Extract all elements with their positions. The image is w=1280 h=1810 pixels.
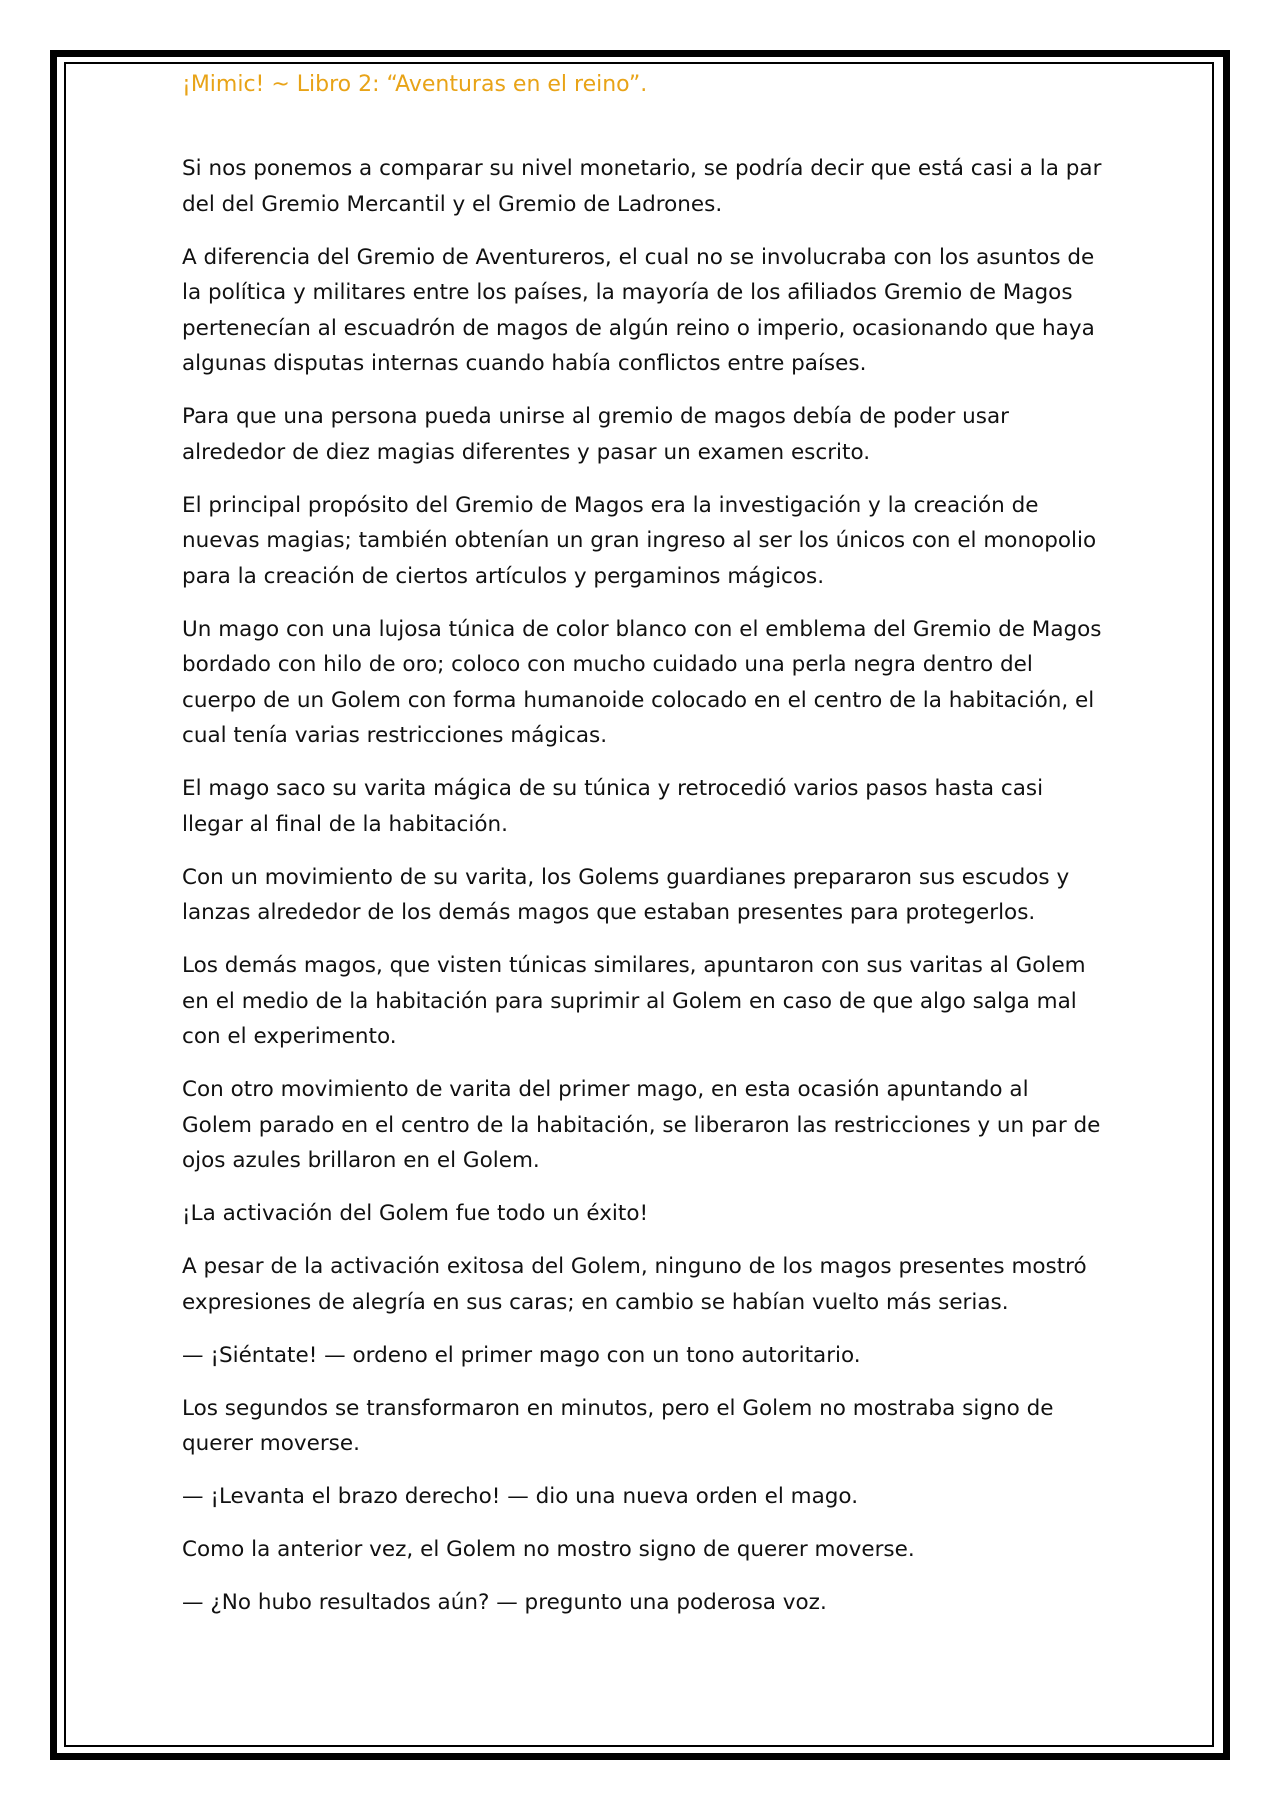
paragraph: ¡La activación del Golem fue todo un éxito! xyxy=(182,1201,649,1226)
paragraph: El principal propósito del Gremio de Magos era la investigación y la creación de nuevas magias; también obtenían un gran ingreso al ser los únicos con el monopolio para la creación de ciertos artículos y pergaminos mágicos. xyxy=(182,492,1097,589)
paragraph: Como la anterior vez, el Golem no mostro signo de querer moverse. xyxy=(182,1537,915,1562)
paragraph: Los segundos se transformaron en minutos, pero el Golem no mostraba signo de querer moverse. xyxy=(182,1395,1054,1456)
dialogue-line: — ¡Levanta el brazo derecho! — dio una nueva orden el mago. xyxy=(182,1484,859,1509)
paragraph: Con otro movimiento de varita del primer mago, en esta ocasión apuntando al Golem parado en el centro de la habitación, se liberaron las restricciones y un par de ojos azules brillaron en el Golem. xyxy=(182,1077,1101,1173)
paragraph: Si nos ponemos a comparar su nivel monetario, se podría decir que está casi a la par del del Gremio Mercantil y el Gremio de Ladrones. xyxy=(182,156,1102,217)
book-header: ¡Mimic! ~ Libro 2: “Aventuras en el reino”. xyxy=(182,72,648,97)
paragraph: Para que una persona pueda unirse al gremio de magos debía de poder usar alrededor de diez magias diferentes y pasar un examen escrito. xyxy=(182,404,1010,465)
paragraph: Un mago con una lujosa túnica de color blanco con el emblema del Gremio de Magos bordado con hilo de oro; coloco con mucho cuidado una perla negra dentro del cuerpo de un Golem con forma humanoide colocado en el centro de la habitación, el cual tenía varias restricciones mágicas. xyxy=(182,616,1102,748)
dialogue-line: — ¿No hubo resultados aún? — pregunto una poderosa voz. xyxy=(182,1590,827,1615)
page-body xyxy=(182,151,1102,1638)
dialogue-line: — ¡Siéntate! — ordeno el primer mago con un tono autoritario. xyxy=(182,1342,861,1368)
paragraph: Con un movimiento de su varita, los Golems guardianes prepararon sus escudos y lanzas alrededor de los demás magos que estaban presentes para protegerlos. xyxy=(182,864,1070,925)
paragraph: Los demás magos, que visten túnicas similares, apuntaron con sus varitas al Golem en el medio de la habitación para suprimir al Golem en caso de que algo salga mal con el experimento. xyxy=(182,953,1086,1049)
paragraph: El mago saco su varita mágica de su túnica y retrocedió varios pasos hasta casi llegar al final de la habitación. xyxy=(182,776,1044,837)
paragraph: A pesar de la activación exitosa del Golem, ninguno de los magos presentes mostró expresiones de alegría en sus caras; en cambio se habían vuelto más serias. xyxy=(182,1254,1087,1315)
paragraph: A diferencia del Gremio de Aventureros, el cual no se involucraba con los asuntos de la política y militares entre los países, la mayoría de los afiliados Gremio de Magos pertenecían al escuadrón de magos de algún reino o imperio, ocasionando que haya algunas disputas internas cuando había conflictos entre países. xyxy=(182,244,1095,376)
